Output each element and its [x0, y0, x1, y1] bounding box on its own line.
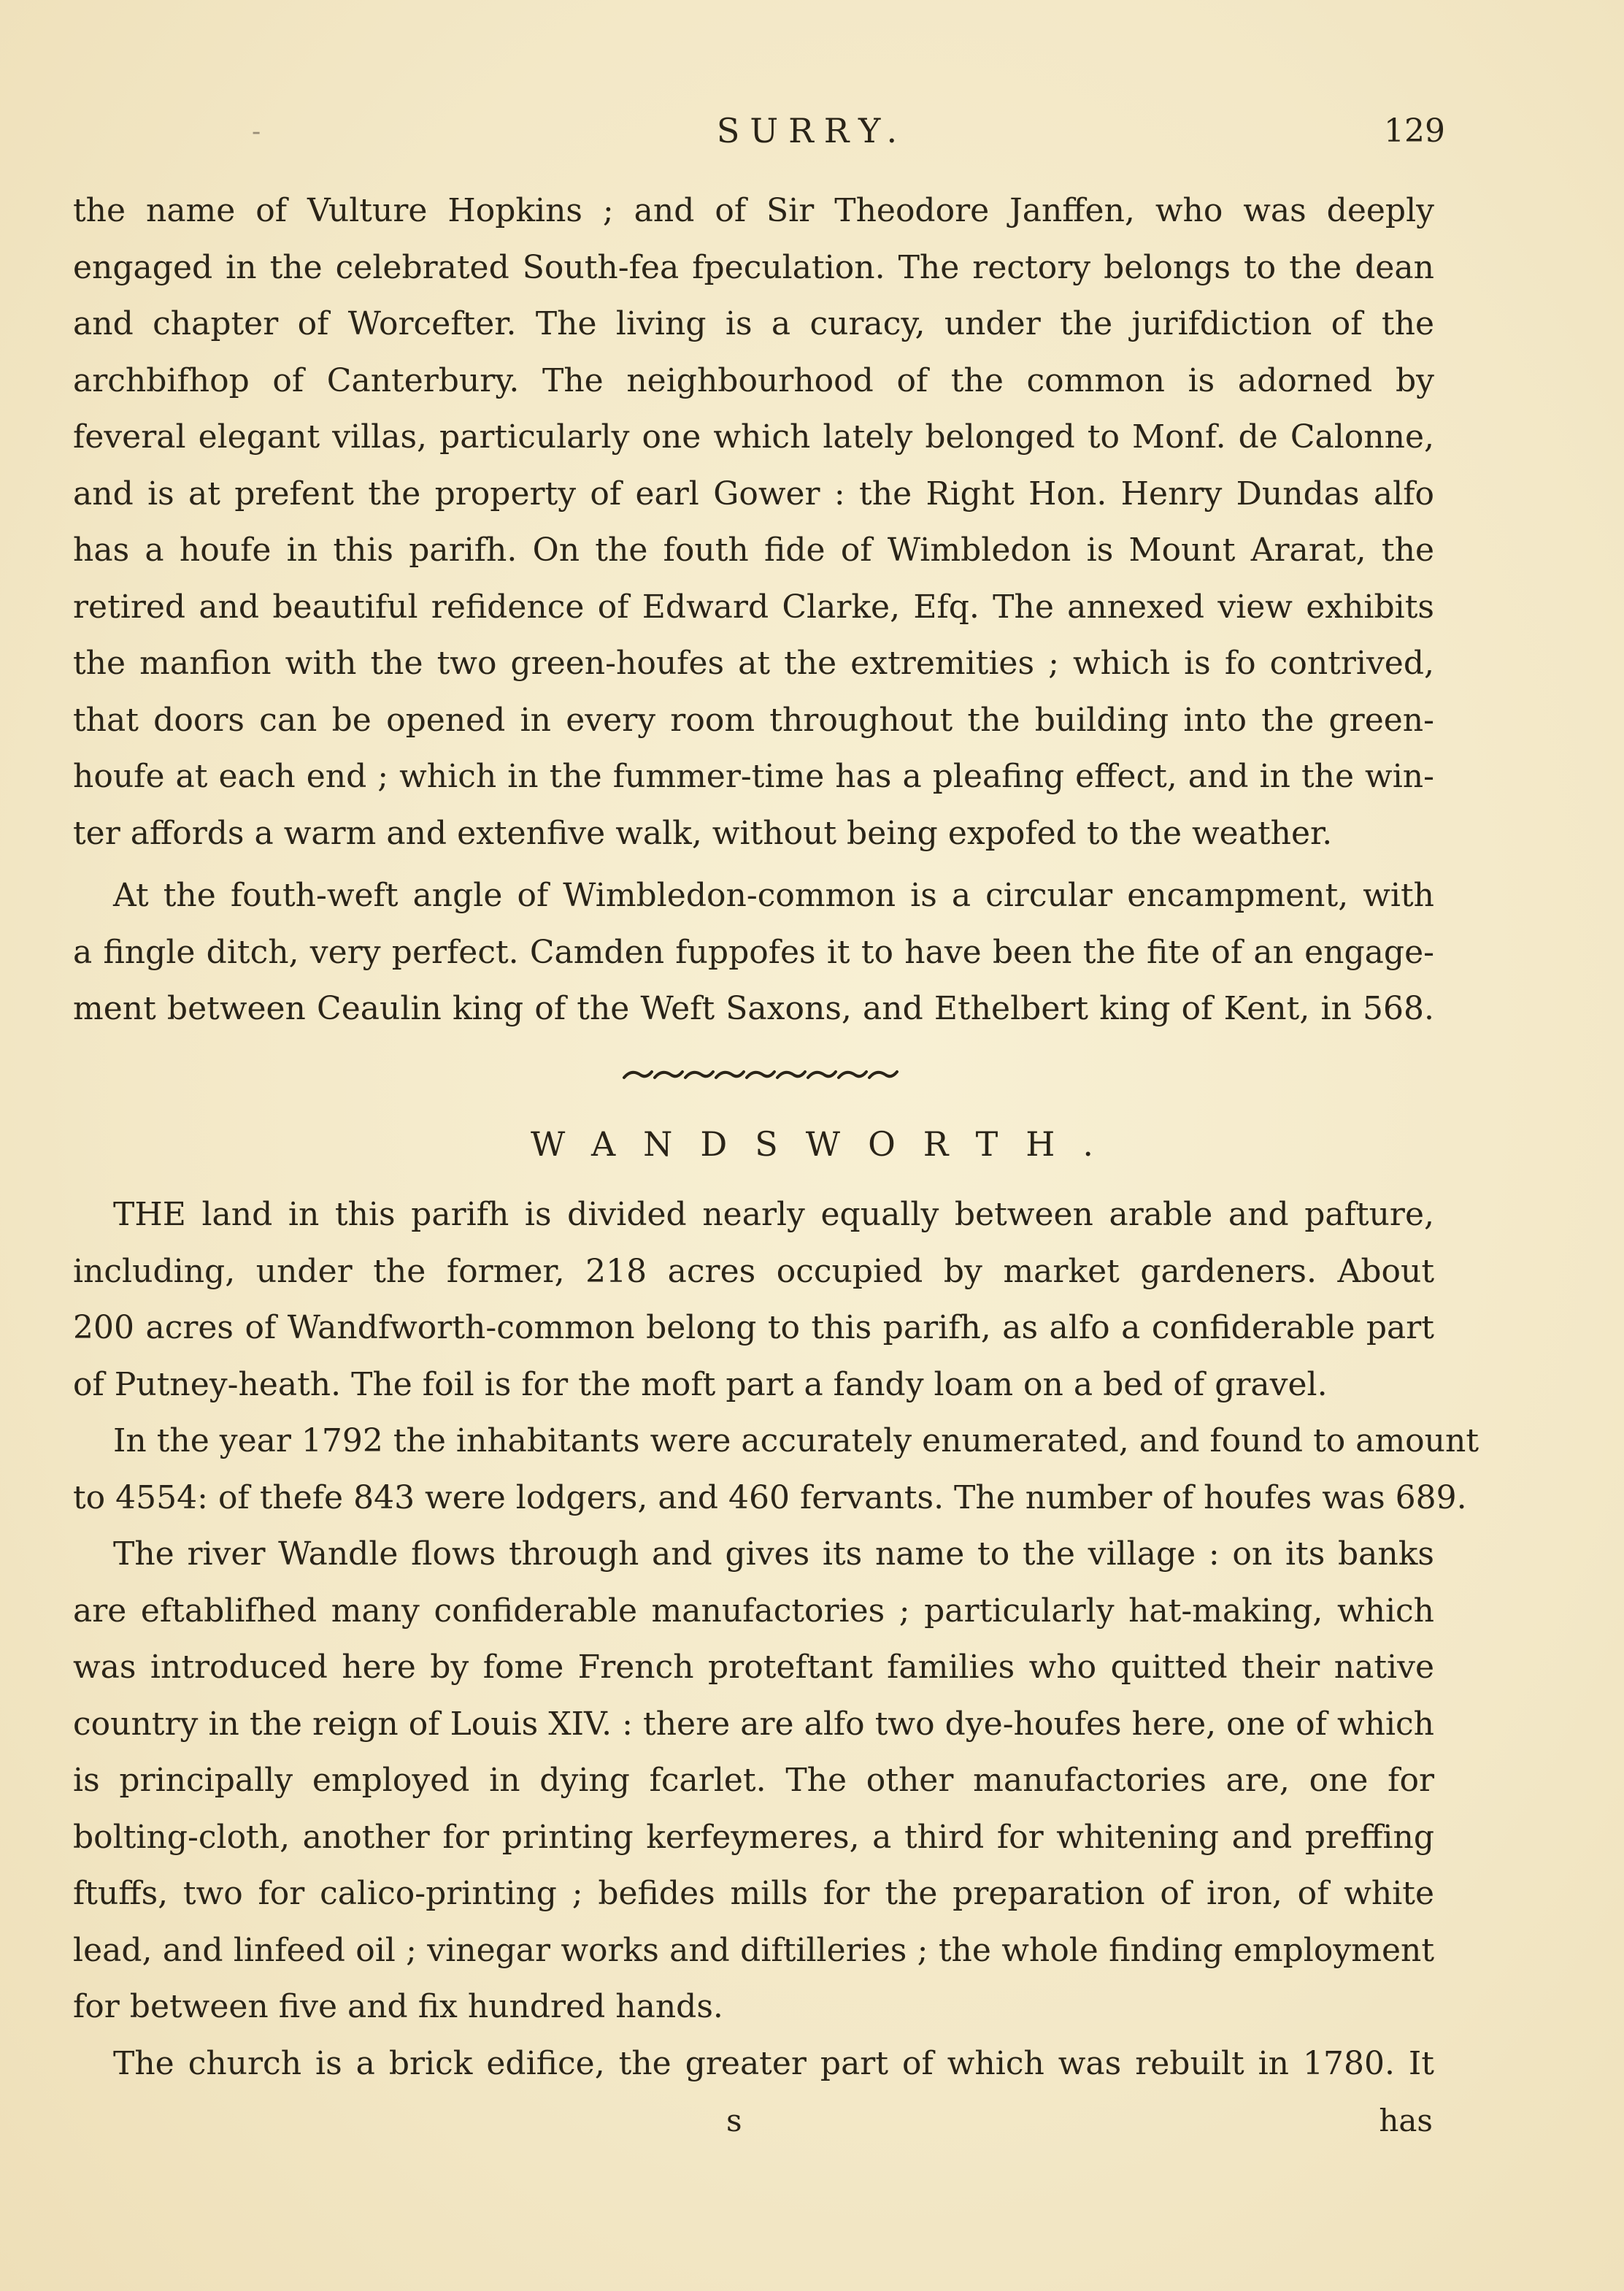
text-line: The river Wandle flows through and gives its name to the village : on its banks [113, 1535, 1434, 1573]
text-line: The church is a brick edifice, the greater part of which was rebuilt in 1780. It [113, 2044, 1434, 2082]
paragraph-wimbledon [73, 183, 1434, 861]
text-line: lead, and linfeed oil ; vinegar works and diftilleries ; the whole finding employment [73, 1931, 1434, 1969]
text-line: to 4554: of thefe 843 were lodgers, and 460 fervants. The number of houfes was 689. [73, 1478, 1467, 1516]
text-line: 200 acres of Wandfworth-common belong to this parifh, as alfo a confiderable part [73, 1309, 1434, 1346]
paragraph-encampment [73, 867, 1434, 1037]
header-dash: - [252, 117, 261, 147]
text-line: a fingle ditch, very perfect. Camden fuppofes it to have been the fite of an engage- [73, 933, 1434, 971]
text-line: archbifhop of Canterbury. The neighbourhood of the common is adorned by [73, 361, 1434, 399]
text-line: are eftablifhed many confiderable manufactories ; particularly hat-making, which [73, 1592, 1434, 1630]
page-footer [0, 2103, 1624, 2146]
text-line: ment between Ceaulin king of the Weft Saxons, and Ethelbert king of Kent, in 568. [73, 990, 1434, 1027]
text-line: the name of Vulture Hopkins ; and of Sir Theodore Janffen, who was deeply [73, 192, 1434, 229]
text-line: retired and beautiful refidence of Edward Clarke, Efq. The annexed view exhibits [73, 588, 1434, 626]
text-line: the manfion with the two green-houfes at the extremities ; which is fo contrived, [73, 645, 1434, 682]
page-header [0, 111, 1624, 155]
text-line: At the fouth-weft angle of Wimbledon-common is a circular encampment, with [113, 877, 1434, 914]
section-title: WANDSWORTH. [530, 1124, 1122, 1164]
text-line: bolting-cloth, another for printing kerfeymeres, a third for whitening and preffing [73, 1818, 1434, 1856]
text-line: houfe at each end ; which in the fummer-time has a pleafing effect, and in the win- [73, 758, 1434, 795]
text-line: including, under the former, 218 acres occupied by market gardeners. About [73, 1252, 1434, 1290]
text-line: for between five and fix hundred hands. [73, 1988, 723, 2025]
text-line: and is at prefent the property of earl Gower : the Right Hon. Henry Dundas alfo [73, 475, 1434, 513]
text-line: ftuffs, two for calico-printing ; befides mills for the preparation of iron, of white [73, 1875, 1434, 1912]
wandsworth-text [73, 1186, 1479, 2092]
text-line: country in the reign of Louis XIV. : there are alfo two dye-houfes here, one of which [73, 1705, 1434, 1743]
section-divider-ornament [617, 1064, 901, 1086]
text-line: ter affords a warm and extenfive walk, without being expofed to the weather. [73, 814, 1333, 852]
text-line: THE land in this parifh is divided nearly equally between arable and pafture, [113, 1196, 1434, 1233]
text-line: that doors can be opened in every room throughout the building into the green- [73, 701, 1434, 739]
text-line: of Putney-heath. The foil is for the moft part a fandy loam on a bed of gravel. [73, 1365, 1328, 1403]
text-line: has a houfe in this parifh. On the fouth fide of Wimbledon is Mount Ararat, the [73, 532, 1434, 569]
text-line: was introduced here by fome French proteftant families who quitted their native [73, 1649, 1434, 1686]
page-number: 129 [1384, 112, 1445, 150]
text-line: In the year 1792 the inhabitants were accurately enumerated, and found to amount [113, 1422, 1479, 1459]
text-line: and chapter of Worcefter. The living is a curacy, under the jurifdiction of the [73, 305, 1434, 342]
text-line: engaged in the celebrated South-fea fpeculation. The rectory belongs to the dean [73, 248, 1434, 286]
running-head: SURRY. [716, 111, 908, 150]
text-line: is principally employed in dying fcarlet. The other manufactories are, one for [73, 1762, 1434, 1799]
text-line: feveral elegant villas, particularly one which lately belonged to Monf. de Calonne, [73, 418, 1434, 456]
catchword: has [1379, 2103, 1433, 2138]
signature-mark: s [726, 2103, 742, 2138]
